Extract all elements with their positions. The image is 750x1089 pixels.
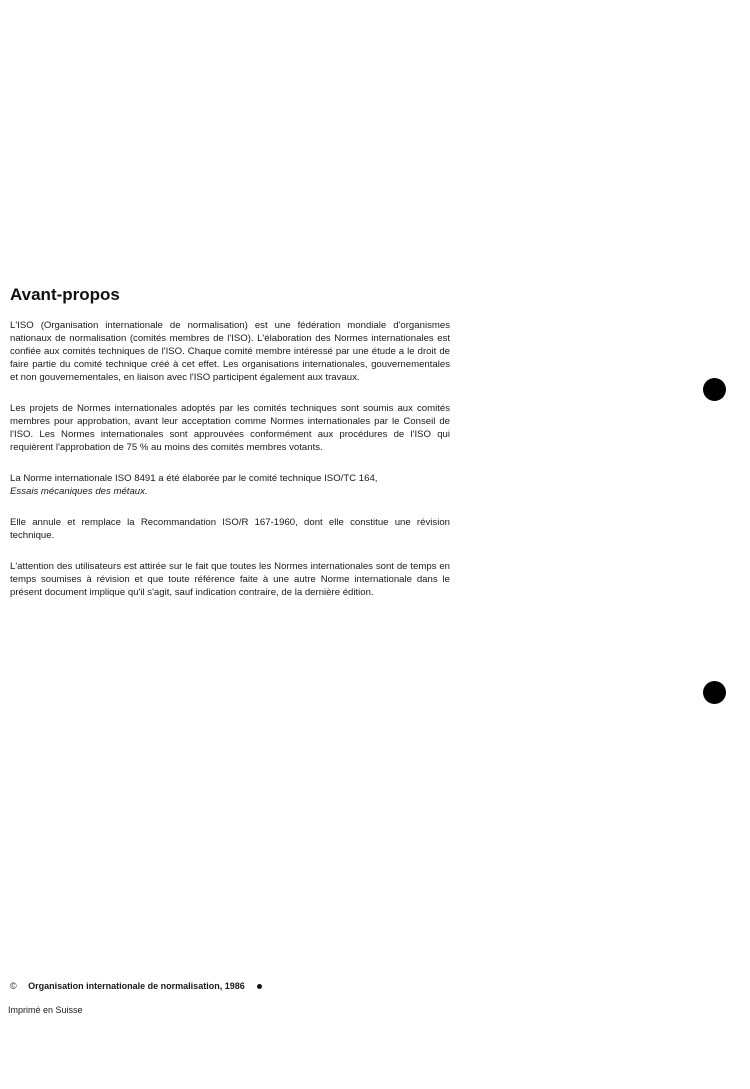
paragraph-cancels-replaces: Elle annule et remplace la Recommandation ISO/R 167-1960, dont elle constitue une révision technique. — [10, 517, 450, 541]
foreword-section — [10, 284, 450, 617]
copyright-symbol: © — [10, 981, 17, 991]
prepared-by-text: La Norme internationale ISO 8491 a été élaborée par le comité technique ISO/TC 164, — [10, 473, 378, 484]
committee-title: Essais mécaniques des métaux. — [10, 486, 148, 497]
copyright-line — [10, 980, 262, 992]
page-title: Avant-propos — [10, 285, 120, 304]
punch-hole-mark-bottom — [703, 681, 726, 704]
paragraph-prepared-by — [10, 472, 450, 498]
paragraph-draft-approval: Les projets de Normes internationales adoptés par les comités techniques sont soumis aux comités membres pour approbation, avant leur acceptation comme Normes internationales par le Conseil de l'ISO. Les Normes internationales sont approuvées conformément aux procédures de l'ISO qui requièrent l'approbation de 75 % au moins des comités membres votants. — [10, 403, 450, 453]
bullet-icon — [257, 984, 262, 989]
paragraph-iso-intro: L'ISO (Organisation internationale de normalisation) est une fédération mondiale d'organismes nationaux de normalisation (comités membres de l'ISO). L'élaboration des Normes internationales est confiée aux comités techniques de l'ISO. Chaque comité membre intéressé par une étude a le droit de faire partie du comité technique créé à cet effet. Les organisations internationales, gouvernementales et non gouvernementales, en liaison avec l'ISO participent également aux travaux. — [10, 320, 450, 383]
punch-hole-mark-top — [703, 378, 726, 401]
copyright-text: Organisation internationale de normalisation, 1986 — [28, 981, 245, 991]
paragraph-revision-notice: L'attention des utilisateurs est attirée sur le fait que toutes les Normes internationales sont de temps en temps soumises à révision et que toute référence faite à une autre Norme internationale dans le présent document implique qu'il s'agit, sauf indication contraire, de la dernière édition. — [10, 561, 450, 598]
printed-in: Imprimé en Suisse — [8, 1005, 83, 1015]
